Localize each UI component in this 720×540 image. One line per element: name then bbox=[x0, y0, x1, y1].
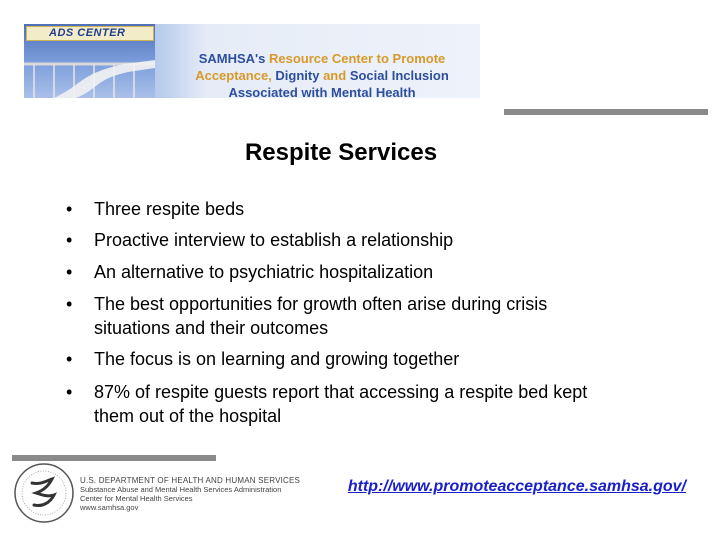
bullet-text bbox=[94, 292, 674, 340]
banner-social-inclusion: Social Inclusion bbox=[349, 68, 449, 83]
bridge-image bbox=[24, 24, 155, 98]
bullet-text-line: them out of the hospital bbox=[94, 406, 282, 426]
banner-line-3: Associated with Mental Health bbox=[228, 85, 416, 98]
bullet-icon: • bbox=[66, 230, 73, 250]
bullet-text: Proactive interview to establish a relationship bbox=[94, 230, 454, 250]
hhs-line-1: U.S. DEPARTMENT OF HEALTH AND HUMAN SERVICES bbox=[80, 476, 301, 485]
bullet-text-line: situations and their outcomes bbox=[94, 318, 329, 338]
bullet-icon: • bbox=[66, 294, 73, 314]
banner-samhsa: SAMHSA's bbox=[198, 51, 269, 66]
slide-title: Respite Services bbox=[244, 139, 438, 166]
promote-acceptance-link[interactable]: http://www.promoteacceptance.samhsa.gov/ bbox=[347, 478, 686, 495]
bullet-text bbox=[94, 380, 674, 428]
hhs-seal-icon bbox=[12, 461, 76, 525]
banner-acceptance: Acceptance, bbox=[195, 68, 276, 83]
hhs-line-3: Center for Mental Health Services bbox=[80, 494, 193, 503]
banner-and: and bbox=[319, 68, 350, 83]
bullet-text-line: 87% of respite guests report that accessing a respite bed kept bbox=[94, 382, 588, 402]
ads-center-logo: ADS CENTER bbox=[26, 26, 154, 41]
bullet-text: An alternative to psychiatric hospitalization bbox=[94, 262, 434, 282]
banner-resource-center: Resource Center to Promote bbox=[269, 51, 446, 66]
bullet-text-line: The best opportunities for growth often arise during crisis bbox=[94, 294, 548, 314]
bullet-icon: • bbox=[66, 349, 73, 369]
banner-dignity: Dignity bbox=[275, 68, 320, 83]
banner-line-1 bbox=[172, 50, 472, 67]
header-banner bbox=[24, 24, 480, 98]
bullet-icon: • bbox=[66, 262, 73, 282]
bullet-icon: • bbox=[66, 199, 73, 219]
hhs-line-2: Substance Abuse and Mental Health Services Administration bbox=[80, 485, 282, 494]
bullet-icon: • bbox=[66, 382, 73, 402]
hhs-department-text bbox=[80, 476, 320, 512]
banner-tagline bbox=[172, 50, 472, 98]
banner-line-2 bbox=[172, 67, 472, 84]
bullet-text: Three respite beds bbox=[94, 199, 245, 219]
hhs-line-4: www.samhsa.gov bbox=[80, 503, 139, 512]
bullet-text: The focus is on learning and growing together bbox=[94, 349, 460, 369]
divider-top-right bbox=[504, 109, 708, 115]
